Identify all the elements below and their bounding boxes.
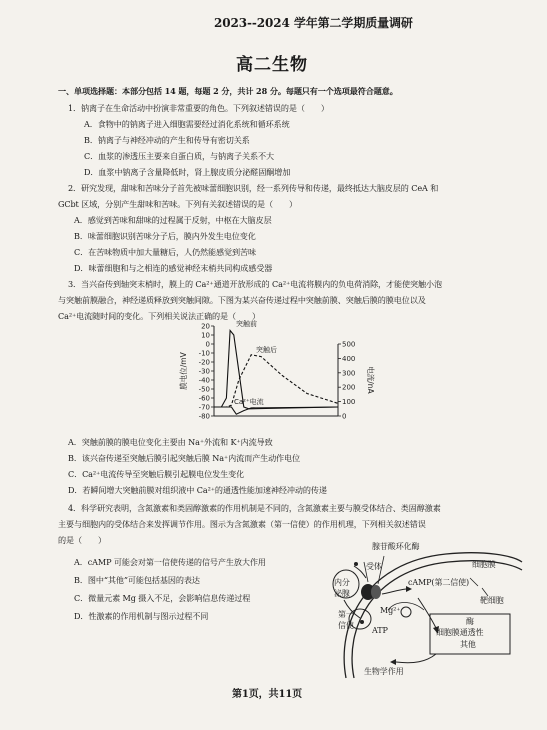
to-enzyme-arrow xyxy=(418,598,436,628)
conversion-circle xyxy=(401,607,411,617)
q1-stem: 1．钠离子在生命活动中扮演非常重要的角色。下列叙述错误的是（ ） xyxy=(68,103,329,113)
q3-option-d: D．若瞬间增大突触前膜对组织液中 Ca²⁺的通透性能加速神经冲动的传递 xyxy=(68,485,327,495)
y2-tick-label: 400 xyxy=(342,354,356,363)
diagram-label-other: 其他 xyxy=(460,640,476,649)
q3-stem-line2: 与突触前膜融合，神经递质释放到突触间隙。下图为某兴奋传递过程中突触前膜、突触后膜的膜电位以及 xyxy=(58,295,426,305)
q4-option-c: C．微量元素 Mg 摄入不足，会影响信息传递过程 xyxy=(74,593,251,603)
hormone-path-arrow-2 xyxy=(354,566,366,578)
y-tick-label: -60 xyxy=(198,394,210,403)
y-tick-label: 0 xyxy=(205,340,210,349)
y2-tick-label: 200 xyxy=(342,383,356,392)
q3-stem-line1: 3．当兴奋传到轴突末梢时，膜上的 Ca²⁺通道开放形成的 Ca²⁺电流将膜内的负电荷消除，才能使突触小泡 xyxy=(68,279,443,289)
y-tick-label: -50 xyxy=(198,385,210,394)
y-tick-label: -20 xyxy=(198,358,210,367)
series-label-2: Ca²⁺电流 xyxy=(234,398,264,406)
q4-stem-line1: 4．科学研究表明，含氮激素和类固醇激素的作用机制是不同的，含氮激素主要与膜受体结合、类固醇激素 xyxy=(68,503,441,513)
diagram-label-bio-effect: 生物学作用 xyxy=(364,667,404,676)
q4-option-b: B．图中“其他”可能包括基因的表达 xyxy=(74,575,200,585)
diagram-label-first-2: 信使 xyxy=(338,621,354,630)
y2-tick-label: 500 xyxy=(342,340,356,349)
q2-stem-line2: GCbt 区域，分别产生甜味和苦味。下列有关叙述错误的是（ ） xyxy=(58,199,297,209)
target-label-line xyxy=(482,588,488,596)
page-footer: 第1页，共11页 xyxy=(232,689,303,700)
bio-effect-arrow xyxy=(396,654,436,663)
y-tick-label: 20 xyxy=(201,322,210,331)
q2-option-c: C．在苦味物质中加大量糖后，人仍然能感觉到苦味 xyxy=(74,247,256,257)
y-tick-label: 10 xyxy=(201,331,210,340)
q4-stem-line3: 的是（ ） xyxy=(58,535,106,545)
y2-tick-label: 100 xyxy=(342,398,356,407)
diagram-label-receptor: 受体 xyxy=(366,562,382,571)
q3-option-a: A．突触前膜的膜电位变化主要由 Na⁺外流和 K⁺内流导致 xyxy=(68,437,273,447)
exam-title: 高二生物 xyxy=(236,55,308,75)
q3-stem-line3: Ca²⁺电流随时间的变化。下列相关说法正确的是（ ） xyxy=(58,311,260,321)
q1-option-a: A．食物中的钠离子进入细胞需要经过消化系统和循环系统 xyxy=(84,119,290,129)
y2-axis-label: 电流/nA xyxy=(366,366,375,394)
y-axis-label: 膜电位/mV xyxy=(179,352,188,390)
y-tick-label: -80 xyxy=(198,412,210,421)
series-line-1 xyxy=(214,355,338,407)
diagram-label-atp: ATP xyxy=(372,626,388,635)
membrane-label-line xyxy=(470,578,478,586)
y2-tick-label: 300 xyxy=(342,369,356,378)
q4-option-d: D．性激素的作用机制与图示过程不同 xyxy=(74,611,209,621)
q2-stem-line1: 2．研究发现，甜味和苦味分子首先被味蕾细胞识别，经一系列传导和传递，最终抵达大脑皮层的 CeA 和 xyxy=(68,183,439,193)
q1-option-c: C．血浆的渗透压主要来自蛋白质，与钠离子关系不大 xyxy=(84,151,274,161)
diagram-label-membrane: 细胞膜 xyxy=(472,560,496,569)
y-tick-label: -70 xyxy=(198,403,210,412)
diagram-label-adenylate: 腺苷酸环化酶 xyxy=(372,542,420,551)
diagram-label-target: 靶细胞 xyxy=(480,596,504,605)
y-tick-label: -40 xyxy=(198,376,210,385)
hormone-molecule-dot xyxy=(360,620,364,624)
section-heading: 一、单项选择题：本部分包括 14 题，每题 2 分，共计 28 分。每题只有一个选项最符合题意。 xyxy=(58,86,398,96)
camp-arrow xyxy=(382,589,406,594)
q2-option-d: D．味蕾细胞和与之相连的感觉神经末梢共同构成感受器 xyxy=(74,263,273,273)
q3-option-c: C．Ca²⁺电流传导至突触后膜引起膜电位发生变化 xyxy=(68,469,245,479)
adenylate-cyclase-shape xyxy=(371,585,381,599)
q1-option-d: D．血浆中钠离子含量降低时，肾上腺皮质分泌醛固酮增加 xyxy=(84,167,291,177)
bio-effect-arrowhead xyxy=(390,659,396,665)
y2-tick-label: 0 xyxy=(342,412,347,421)
series-label-1: 突触后 xyxy=(256,346,277,354)
diagram-label-secretion-2: 泌腺 xyxy=(334,589,350,598)
q4-stem-line2: 主要与细胞内的受体结合来发挥调节作用。图示为含氮激素（第一信使）的作用机理，下列相关叙述错误 xyxy=(58,519,426,529)
diagram-label-camp: cAMP(第二信使) xyxy=(408,578,470,587)
series-label-0: 突触前 xyxy=(236,320,257,328)
y-tick-label: -10 xyxy=(198,349,210,358)
membrane-potential-chart xyxy=(178,318,374,424)
hormone-dot-top xyxy=(354,562,358,566)
series-line-2 xyxy=(214,407,338,414)
q3-option-b: B．该兴奋传递至突触后膜引起突触后膜 Na⁺内流而产生动作电位 xyxy=(68,453,301,463)
q1-option-b: B．钠离子与神经冲动的产生和传导有密切关系 xyxy=(84,135,250,145)
diagram-label-first-1: 第一 xyxy=(338,610,354,619)
diagram-label-enzyme: 酶 xyxy=(466,617,474,626)
exam-header: 2023--2024 学年第二学期质量调研 xyxy=(214,16,413,30)
y-tick-label: -30 xyxy=(198,367,210,376)
diagram-label-secretion-1: 内分 xyxy=(334,578,350,587)
diagram-label-mg: Mg²⁺ xyxy=(380,606,401,615)
q2-option-a: A．感觉到苦味和甜味的过程属于反射，中枢在大脑皮层 xyxy=(74,215,272,225)
q2-option-b: B．味蕾细胞识别苦味分子后，膜内外发生电位变化 xyxy=(74,231,256,241)
q4-option-a: A．cAMP 可能会对第一信使传递的信号产生放大作用 xyxy=(74,557,266,567)
diagram-label-permeability: 细胞膜通透性 xyxy=(436,628,484,637)
